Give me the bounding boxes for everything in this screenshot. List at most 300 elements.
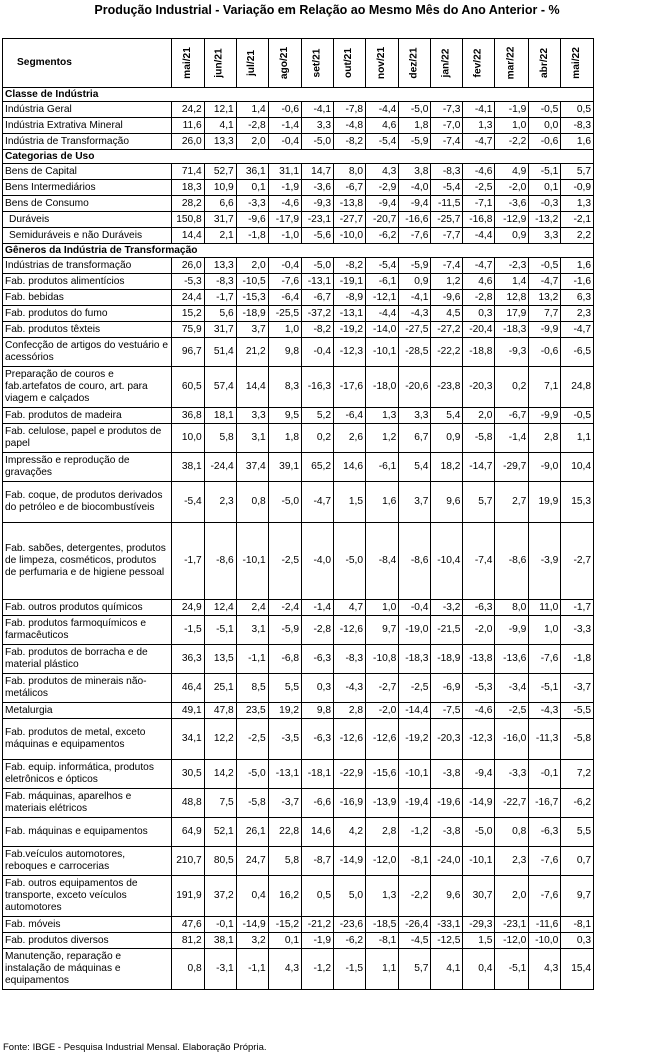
value-cell: -6,3 bbox=[302, 645, 334, 674]
value-cell: 71,4 bbox=[172, 164, 205, 180]
table-row bbox=[3, 818, 594, 847]
value-cell: -7,6 bbox=[268, 274, 301, 290]
value-cell: -25,7 bbox=[431, 212, 463, 228]
value-cell: -5,3 bbox=[172, 274, 205, 290]
value-cell: -27,7 bbox=[334, 212, 366, 228]
value-cell: -6,3 bbox=[463, 600, 495, 616]
value-cell: -18,0 bbox=[366, 367, 399, 408]
value-cell: 3,1 bbox=[236, 424, 268, 453]
value-cell: -0,9 bbox=[561, 180, 594, 196]
value-cell: -8,1 bbox=[366, 933, 399, 949]
value-cell: -2,8 bbox=[463, 290, 495, 306]
value-cell: 0,2 bbox=[302, 424, 334, 453]
value-cell: 1,6 bbox=[561, 134, 594, 150]
value-cell: 14,4 bbox=[172, 228, 205, 244]
value-cell: 0,8 bbox=[495, 818, 529, 847]
row-label: Fab. outros equipamentos de transporte, exceto veículos automotores bbox=[3, 876, 172, 917]
value-cell: 10,0 bbox=[172, 424, 205, 453]
value-cell: -21,2 bbox=[302, 917, 334, 933]
row-label: Fab. produtos alimentícios bbox=[3, 274, 172, 290]
table-row bbox=[3, 322, 594, 338]
value-cell: 1,8 bbox=[268, 424, 301, 453]
header-row bbox=[3, 39, 594, 88]
month-header-label: nov/21 bbox=[376, 46, 388, 80]
value-cell: 1,6 bbox=[561, 258, 594, 274]
value-cell: -6,7 bbox=[334, 180, 366, 196]
row-label: Metalurgia bbox=[3, 703, 172, 719]
value-cell: -6,1 bbox=[366, 453, 399, 482]
value-cell: 1,4 bbox=[236, 102, 268, 118]
value-cell: -9,6 bbox=[236, 212, 268, 228]
value-cell: 24,7 bbox=[236, 847, 268, 876]
value-cell: 37,4 bbox=[236, 453, 268, 482]
value-cell: -9,4 bbox=[399, 196, 431, 212]
value-cell: -19,2 bbox=[399, 719, 431, 760]
value-cell: -9,3 bbox=[302, 196, 334, 212]
value-cell: -8,7 bbox=[302, 847, 334, 876]
value-cell: -4,1 bbox=[302, 102, 334, 118]
value-cell: -2,5 bbox=[268, 523, 301, 600]
value-cell: -8,4 bbox=[366, 523, 399, 600]
value-cell: -7,6 bbox=[529, 847, 561, 876]
value-cell: -1,2 bbox=[399, 818, 431, 847]
value-cell: -5,1 bbox=[495, 949, 529, 990]
table-row bbox=[3, 760, 594, 789]
value-cell: -12,6 bbox=[366, 719, 399, 760]
value-cell: 5,7 bbox=[561, 164, 594, 180]
value-cell: -4,6 bbox=[463, 703, 495, 719]
value-cell: 3,3 bbox=[399, 408, 431, 424]
value-cell: 28,2 bbox=[172, 196, 205, 212]
value-cell: 2,4 bbox=[236, 600, 268, 616]
value-cell: 4,1 bbox=[204, 118, 236, 134]
value-cell: -1,8 bbox=[561, 645, 594, 674]
value-cell: 3,7 bbox=[236, 322, 268, 338]
value-cell: -7,4 bbox=[463, 523, 495, 600]
value-cell: -0,6 bbox=[529, 134, 561, 150]
value-cell: -12,1 bbox=[366, 290, 399, 306]
value-cell: 18,1 bbox=[204, 408, 236, 424]
row-label: Preparação de couros e fab.artefatos de couro, art. para viagem e calçados bbox=[3, 367, 172, 408]
value-cell: -10,5 bbox=[236, 274, 268, 290]
value-cell: 49,1 bbox=[172, 703, 205, 719]
row-label: Fab. máquinas, aparelhos e materiais elétricos bbox=[3, 789, 172, 818]
value-cell: 0,3 bbox=[302, 674, 334, 703]
row-label: Fab.veículos automotores, reboques e carrocerias bbox=[3, 847, 172, 876]
value-cell: -8,3 bbox=[334, 645, 366, 674]
value-cell: -2,7 bbox=[366, 674, 399, 703]
value-cell: -0,5 bbox=[529, 258, 561, 274]
value-cell: -18,3 bbox=[495, 322, 529, 338]
value-cell: -7,7 bbox=[431, 228, 463, 244]
value-cell: 4,5 bbox=[431, 306, 463, 322]
value-cell: -1,4 bbox=[268, 118, 301, 134]
value-cell: -13,8 bbox=[463, 645, 495, 674]
value-cell: 9,7 bbox=[561, 876, 594, 917]
value-cell: -3,8 bbox=[431, 818, 463, 847]
month-header-label: ago/21 bbox=[278, 46, 290, 80]
value-cell: -4,5 bbox=[399, 933, 431, 949]
value-cell: -7,6 bbox=[399, 228, 431, 244]
value-cell: -16,9 bbox=[334, 789, 366, 818]
value-cell: -1,1 bbox=[236, 645, 268, 674]
value-cell: -11,5 bbox=[431, 196, 463, 212]
table-row bbox=[3, 118, 594, 134]
value-cell: 30,5 bbox=[172, 760, 205, 789]
value-cell: -12,0 bbox=[366, 847, 399, 876]
value-cell: -4,4 bbox=[366, 306, 399, 322]
table-row bbox=[3, 196, 594, 212]
value-cell: 1,0 bbox=[366, 600, 399, 616]
row-label: Manutenção, reparação e instalação de máquinas e equipamentos bbox=[3, 949, 172, 990]
row-label: Fab. sabões, detergentes, produtos de limpeza, cosméticos, produtos de perfumaria e de higiene pessoal bbox=[3, 523, 172, 600]
value-cell: -7,3 bbox=[431, 102, 463, 118]
value-cell: -4,4 bbox=[366, 102, 399, 118]
value-cell: 0,4 bbox=[463, 949, 495, 990]
value-cell: 4,6 bbox=[366, 118, 399, 134]
table-row bbox=[3, 212, 594, 228]
value-cell: 47,8 bbox=[204, 703, 236, 719]
value-cell: 9,6 bbox=[431, 876, 463, 917]
value-cell: 31,1 bbox=[268, 164, 301, 180]
value-cell: -8,6 bbox=[399, 523, 431, 600]
value-cell: 5,7 bbox=[463, 482, 495, 523]
value-cell: 13,3 bbox=[204, 134, 236, 150]
section-header-row bbox=[3, 150, 594, 164]
value-cell: 13,3 bbox=[204, 258, 236, 274]
value-cell: -33,1 bbox=[431, 917, 463, 933]
value-cell: -1,9 bbox=[302, 933, 334, 949]
value-cell: -12,9 bbox=[495, 212, 529, 228]
month-header-label: mar/22 bbox=[505, 46, 517, 80]
value-cell: -18,5 bbox=[366, 917, 399, 933]
value-cell: 2,0 bbox=[495, 876, 529, 917]
value-cell: 51,4 bbox=[204, 338, 236, 367]
value-cell: 7,7 bbox=[529, 306, 561, 322]
value-cell: -5,8 bbox=[236, 789, 268, 818]
value-cell: -10,8 bbox=[366, 645, 399, 674]
value-cell: -25,5 bbox=[268, 306, 301, 322]
row-label: Fab. coque, de produtos derivados do petróleo e de biocombustíveis bbox=[3, 482, 172, 523]
value-cell: -4,1 bbox=[399, 290, 431, 306]
row-label: Fab. produtos de borracha e de material plástico bbox=[3, 645, 172, 674]
row-label: Bens Intermediários bbox=[3, 180, 172, 196]
value-cell: 2,3 bbox=[561, 306, 594, 322]
row-label: Fab. máquinas e equipamentos bbox=[3, 818, 172, 847]
value-cell: -9,9 bbox=[529, 322, 561, 338]
value-cell: 48,8 bbox=[172, 789, 205, 818]
value-cell: -1,7 bbox=[561, 600, 594, 616]
value-cell: 3,3 bbox=[302, 118, 334, 134]
value-cell: -15,2 bbox=[268, 917, 301, 933]
value-cell: -8,2 bbox=[334, 134, 366, 150]
table-row bbox=[3, 102, 594, 118]
value-cell: -13,9 bbox=[366, 789, 399, 818]
value-cell: 0,8 bbox=[172, 949, 205, 990]
value-cell: 1,0 bbox=[529, 616, 561, 645]
value-cell: -3,7 bbox=[561, 674, 594, 703]
value-cell: 0,8 bbox=[236, 482, 268, 523]
value-cell: -1,9 bbox=[268, 180, 301, 196]
value-cell: -6,8 bbox=[268, 645, 301, 674]
value-cell: -8,2 bbox=[334, 258, 366, 274]
table-row bbox=[3, 164, 594, 180]
table-row bbox=[3, 847, 594, 876]
value-cell: 191,9 bbox=[172, 876, 205, 917]
value-cell: -10,1 bbox=[236, 523, 268, 600]
row-label: Fab. bebidas bbox=[3, 290, 172, 306]
value-cell: 0,5 bbox=[561, 102, 594, 118]
value-cell: -1,9 bbox=[495, 102, 529, 118]
value-cell: -6,6 bbox=[302, 789, 334, 818]
value-cell: -0,1 bbox=[529, 760, 561, 789]
value-cell: -1,4 bbox=[495, 424, 529, 453]
value-cell: 5,6 bbox=[204, 306, 236, 322]
value-cell: 5,7 bbox=[399, 949, 431, 990]
value-cell: 0,7 bbox=[561, 847, 594, 876]
section-title: Categorias de Uso bbox=[3, 150, 594, 164]
row-label: Indústria Geral bbox=[3, 102, 172, 118]
value-cell: 12,4 bbox=[204, 600, 236, 616]
value-cell: -13,1 bbox=[302, 274, 334, 290]
value-cell: 1,6 bbox=[366, 482, 399, 523]
value-cell: -10,0 bbox=[334, 228, 366, 244]
value-cell: -26,4 bbox=[399, 917, 431, 933]
value-cell: 11,6 bbox=[172, 118, 205, 134]
value-cell: -12,6 bbox=[334, 719, 366, 760]
value-cell: -4,1 bbox=[463, 102, 495, 118]
value-cell: 2,1 bbox=[204, 228, 236, 244]
value-cell: -11,6 bbox=[529, 917, 561, 933]
value-cell: 0,3 bbox=[463, 306, 495, 322]
value-cell: 47,6 bbox=[172, 917, 205, 933]
value-cell: -0,4 bbox=[268, 134, 301, 150]
value-cell: 75,9 bbox=[172, 322, 205, 338]
value-cell: -6,4 bbox=[268, 290, 301, 306]
value-cell: -5,0 bbox=[236, 760, 268, 789]
value-cell: 9,8 bbox=[302, 703, 334, 719]
month-header-label: set/21 bbox=[311, 48, 323, 78]
value-cell: -4,6 bbox=[268, 196, 301, 212]
value-cell: -23,1 bbox=[495, 917, 529, 933]
value-cell: 14,7 bbox=[302, 164, 334, 180]
table-row bbox=[3, 367, 594, 408]
table-row bbox=[3, 274, 594, 290]
month-header-label: jul/21 bbox=[246, 49, 258, 77]
value-cell: -6,7 bbox=[302, 290, 334, 306]
value-cell: -1,1 bbox=[236, 949, 268, 990]
value-cell: 1,5 bbox=[463, 933, 495, 949]
value-cell: -3,7 bbox=[268, 789, 301, 818]
month-header-label: mai/21 bbox=[181, 47, 193, 79]
value-cell: -2,8 bbox=[236, 118, 268, 134]
value-cell: -14,4 bbox=[399, 703, 431, 719]
value-cell: -5,1 bbox=[529, 164, 561, 180]
value-cell: -6,4 bbox=[334, 408, 366, 424]
value-cell: 4,6 bbox=[463, 274, 495, 290]
table-row bbox=[3, 338, 594, 367]
value-cell: -8,3 bbox=[561, 118, 594, 134]
value-cell: 12,2 bbox=[204, 719, 236, 760]
value-cell: 1,0 bbox=[495, 118, 529, 134]
month-header-label: abr/22 bbox=[538, 47, 550, 79]
value-cell: 38,1 bbox=[172, 453, 205, 482]
value-cell: 2,0 bbox=[236, 258, 268, 274]
value-cell: 46,4 bbox=[172, 674, 205, 703]
month-header bbox=[495, 39, 529, 88]
table-row bbox=[3, 408, 594, 424]
table-row bbox=[3, 306, 594, 322]
month-header-label: jun/21 bbox=[214, 48, 226, 78]
value-cell: 11,0 bbox=[529, 600, 561, 616]
value-cell: 31,7 bbox=[204, 322, 236, 338]
month-header-label: mai/22 bbox=[571, 47, 583, 79]
row-label: Fab. celulose, papel e produtos de papel bbox=[3, 424, 172, 453]
value-cell: -1,5 bbox=[172, 616, 205, 645]
value-cell: 24,8 bbox=[561, 367, 594, 408]
value-cell: 24,4 bbox=[172, 290, 205, 306]
value-cell: -3,2 bbox=[431, 600, 463, 616]
value-cell: 34,1 bbox=[172, 719, 205, 760]
value-cell: -8,6 bbox=[204, 523, 236, 600]
value-cell: 4,7 bbox=[334, 600, 366, 616]
value-cell: -2,9 bbox=[366, 180, 399, 196]
value-cell: -9,0 bbox=[529, 453, 561, 482]
value-cell: 5,2 bbox=[302, 408, 334, 424]
month-header bbox=[302, 39, 334, 88]
value-cell: 2,0 bbox=[463, 408, 495, 424]
table-row bbox=[3, 917, 594, 933]
value-cell: -18,8 bbox=[463, 338, 495, 367]
value-cell: 0,2 bbox=[495, 367, 529, 408]
row-label: Fab. produtos têxteis bbox=[3, 322, 172, 338]
row-label: Indústria Extrativa Mineral bbox=[3, 118, 172, 134]
value-cell: 24,9 bbox=[172, 600, 205, 616]
table-row bbox=[3, 482, 594, 523]
value-cell: -13,2 bbox=[529, 212, 561, 228]
row-label: Fab. produtos farmoquímicos e farmacêuticos bbox=[3, 616, 172, 645]
value-cell: -4,4 bbox=[463, 228, 495, 244]
value-cell: -2,0 bbox=[366, 703, 399, 719]
value-cell: -5,1 bbox=[529, 674, 561, 703]
value-cell: -13,6 bbox=[495, 645, 529, 674]
value-cell: 26,1 bbox=[236, 818, 268, 847]
value-cell: -10,4 bbox=[431, 523, 463, 600]
value-cell: 3,3 bbox=[236, 408, 268, 424]
table-row bbox=[3, 933, 594, 949]
value-cell: -20,6 bbox=[399, 367, 431, 408]
value-cell: -19,0 bbox=[399, 616, 431, 645]
value-cell: -9,4 bbox=[366, 196, 399, 212]
value-cell: -4,7 bbox=[302, 482, 334, 523]
value-cell: -2,2 bbox=[495, 134, 529, 150]
value-cell: -10,1 bbox=[366, 338, 399, 367]
value-cell: 2,7 bbox=[495, 482, 529, 523]
value-cell: 5,5 bbox=[561, 818, 594, 847]
value-cell: 52,1 bbox=[204, 818, 236, 847]
value-cell: -1,5 bbox=[334, 949, 366, 990]
month-header-label: fev/22 bbox=[472, 48, 484, 78]
value-cell: 12,1 bbox=[204, 102, 236, 118]
value-cell: -3,3 bbox=[495, 760, 529, 789]
table-row bbox=[3, 949, 594, 990]
value-cell: -4,3 bbox=[399, 306, 431, 322]
value-cell: 7,5 bbox=[204, 789, 236, 818]
value-cell: -15,6 bbox=[366, 760, 399, 789]
value-cell: -24,0 bbox=[431, 847, 463, 876]
value-cell: -6,2 bbox=[561, 789, 594, 818]
month-header bbox=[529, 39, 561, 88]
value-cell: 16,2 bbox=[268, 876, 301, 917]
table-row bbox=[3, 424, 594, 453]
value-cell: 5,5 bbox=[268, 674, 301, 703]
value-cell: -8,1 bbox=[399, 847, 431, 876]
table-row bbox=[3, 600, 594, 616]
value-cell: -29,7 bbox=[495, 453, 529, 482]
value-cell: 1,3 bbox=[366, 408, 399, 424]
value-cell: 18,3 bbox=[172, 180, 205, 196]
value-cell: -8,3 bbox=[204, 274, 236, 290]
value-cell: -4,7 bbox=[463, 134, 495, 150]
value-cell: -9,4 bbox=[463, 760, 495, 789]
value-cell: -0,4 bbox=[399, 600, 431, 616]
value-cell: -28,5 bbox=[399, 338, 431, 367]
value-cell: 10,4 bbox=[561, 453, 594, 482]
value-cell: -6,1 bbox=[366, 274, 399, 290]
value-cell: -19,6 bbox=[431, 789, 463, 818]
value-cell: 8,0 bbox=[334, 164, 366, 180]
value-cell: -6,3 bbox=[529, 818, 561, 847]
value-cell: 14,4 bbox=[236, 367, 268, 408]
value-cell: 25,1 bbox=[204, 674, 236, 703]
value-cell: 0,3 bbox=[561, 933, 594, 949]
value-cell: 2,3 bbox=[204, 482, 236, 523]
table-row bbox=[3, 228, 594, 244]
value-cell: 0,1 bbox=[268, 933, 301, 949]
value-cell: -23,8 bbox=[431, 367, 463, 408]
value-cell: -18,9 bbox=[431, 645, 463, 674]
value-cell: -2,2 bbox=[399, 876, 431, 917]
value-cell: -1,2 bbox=[302, 949, 334, 990]
value-cell: -8,3 bbox=[431, 164, 463, 180]
value-cell: -2,0 bbox=[495, 180, 529, 196]
value-cell: 9,7 bbox=[366, 616, 399, 645]
value-cell: 7,2 bbox=[561, 760, 594, 789]
value-cell: 36,3 bbox=[172, 645, 205, 674]
value-cell: 37,2 bbox=[204, 876, 236, 917]
value-cell: -20,4 bbox=[463, 322, 495, 338]
row-label: Fab. produtos de minerais não-metálicos bbox=[3, 674, 172, 703]
value-cell: 64,9 bbox=[172, 818, 205, 847]
value-cell: -5,0 bbox=[463, 818, 495, 847]
value-cell: -27,2 bbox=[431, 322, 463, 338]
month-header bbox=[268, 39, 301, 88]
value-cell: 6,6 bbox=[204, 196, 236, 212]
value-cell: 96,7 bbox=[172, 338, 205, 367]
row-label: Fab. produtos do fumo bbox=[3, 306, 172, 322]
value-cell: 2,8 bbox=[366, 818, 399, 847]
value-cell: 18,2 bbox=[431, 453, 463, 482]
value-cell: -16,0 bbox=[495, 719, 529, 760]
value-cell: -8,2 bbox=[302, 322, 334, 338]
value-cell: -5,9 bbox=[399, 258, 431, 274]
value-cell: 4,9 bbox=[495, 164, 529, 180]
value-cell: -1,0 bbox=[268, 228, 301, 244]
value-cell: -2,4 bbox=[268, 600, 301, 616]
value-cell: -23,1 bbox=[302, 212, 334, 228]
value-cell: 1,8 bbox=[399, 118, 431, 134]
value-cell: -7,6 bbox=[529, 876, 561, 917]
